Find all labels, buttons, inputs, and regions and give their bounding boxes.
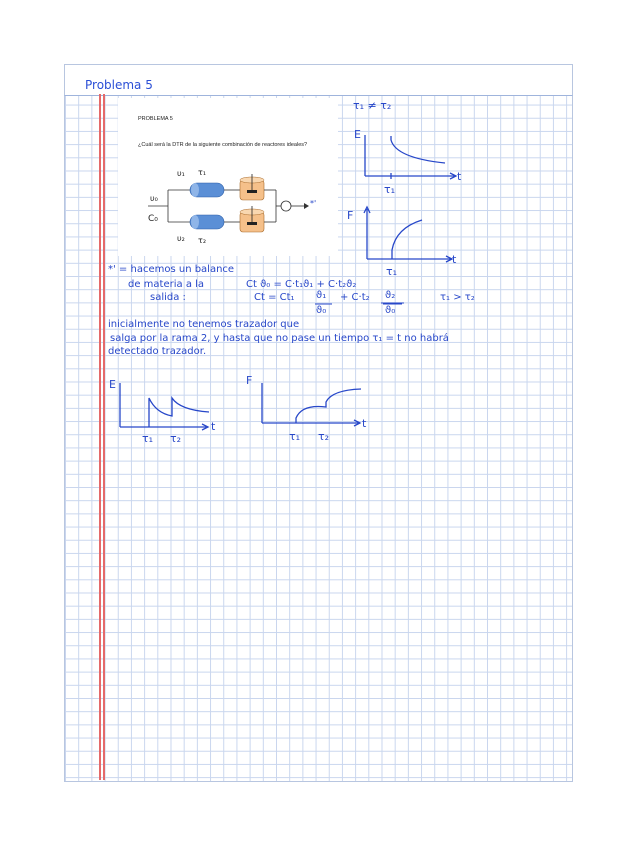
paragraph-line-2: salga por la rama 2, y hasta que no pase un tiempo τ₁ = t no habrá <box>110 333 449 344</box>
page-title: Problema 5 <box>85 78 153 92</box>
outlet-arrow <box>304 203 309 209</box>
label-tau2: τ₂ <box>198 236 207 245</box>
reactor-diagram <box>118 98 338 256</box>
bottom-f-tick1: τ₁ <box>289 430 301 443</box>
eq2-frac2-den: ϑ₀ <box>385 305 396 316</box>
cstr-1-impeller <box>247 190 257 193</box>
eq2-frac1-num: ϑ₁ <box>316 290 327 301</box>
balance-line-1: *' = hacemos un balance <box>108 264 235 275</box>
bottom-f-tick2: τ₂ <box>318 430 330 443</box>
bottom-f-ylabel: F <box>246 374 253 387</box>
label-c0: C₀ <box>148 214 158 224</box>
mixer-node <box>281 201 291 211</box>
top-e-ylabel: E <box>354 128 361 141</box>
label-star: *' <box>310 199 317 208</box>
bottom-f-xlabel: t <box>362 417 367 430</box>
bottom-e-tick1: τ₁ <box>142 432 154 445</box>
pfr-1-cap <box>191 183 199 197</box>
problem-question: ¿Cuál será la DTR de la siguiente combinación de reactores ideales? <box>138 142 308 148</box>
equation-1: Ct ϑ₀ = C·t₁ϑ₁ + C·t₂ϑ₂ <box>246 279 357 290</box>
bottom-e-ylabel: E <box>109 378 116 391</box>
top-e-xlabel: t <box>457 170 462 183</box>
eq2-frac2-num: ϑ₂ <box>385 290 396 301</box>
paragraph-line-3: detectado trazador. <box>108 346 207 357</box>
label-v2: υ₂ <box>177 234 185 243</box>
bottom-e-tick2: τ₂ <box>170 432 182 445</box>
label-v0: υ₀ <box>150 194 158 203</box>
problem-heading: PROBLEMA 5 <box>138 116 173 122</box>
pfr-2-cap <box>191 215 199 229</box>
top-f-ylabel: F <box>347 209 354 222</box>
title-band <box>64 64 573 96</box>
top-e-tick: τ₁ <box>384 183 396 196</box>
eq2-frac1-den: ϑ₀ <box>316 305 327 316</box>
balance-line-3: salida : <box>150 292 186 303</box>
margin-line-right <box>103 94 105 780</box>
balance-line-2: de materia a la <box>128 279 205 290</box>
eq2-plus: + C·t₂ <box>340 292 370 303</box>
label-v1: υ₁ <box>177 169 185 178</box>
equation-2-left: Ct = Ct₁ <box>254 292 295 303</box>
bottom-e-xlabel: t <box>211 420 216 433</box>
cstr-2-impeller <box>247 222 257 225</box>
margin-line-left <box>99 94 101 780</box>
tau-order: τ₁ > τ₂ <box>440 292 475 303</box>
tau-compare: τ₁ ≠ τ₂ <box>353 99 392 112</box>
top-f-tick: τ₁ <box>386 265 398 278</box>
label-tau1: τ₁ <box>198 168 207 177</box>
paragraph-line-1: inicialmente no tenemos trazador que <box>108 319 300 330</box>
top-f-xlabel: t <box>452 253 457 266</box>
problem-figure <box>118 98 338 256</box>
